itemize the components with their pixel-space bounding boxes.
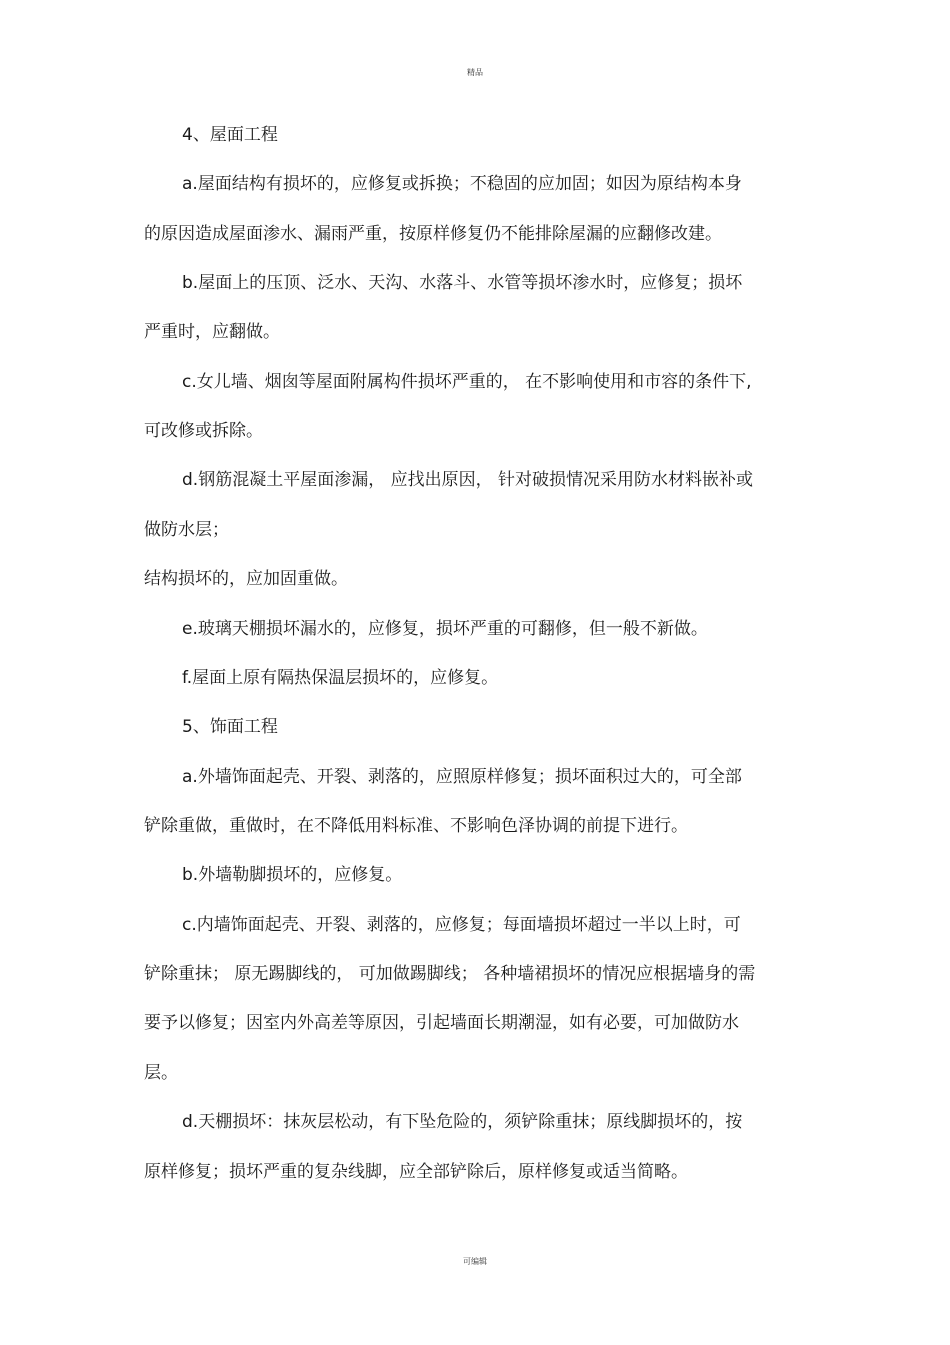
page-header: 精品 xyxy=(467,68,483,77)
paragraph-line: 原样修复；损坏严重的复杂线脚，应全部铲除后，原样修复或适当简略。 xyxy=(144,1162,688,1182)
paragraph-line: d.天棚损坏：抹灰层松动，有下坠危险的，须铲除重抹；原线脚损坏的，按 xyxy=(182,1112,743,1132)
paragraph-line: 做防水层； xyxy=(144,520,229,540)
paragraph-line: b.屋面上的压顶、泛水、天沟、水落斗、水管等损坏渗水时，应修复；损坏 xyxy=(182,273,743,293)
paragraph-line: e.玻璃天棚损坏漏水的，应修复，损坏严重的可翻修，但一般不新做。 xyxy=(182,619,708,639)
paragraph-line: b.外墙勒脚损坏的，应修复。 xyxy=(182,865,403,885)
section-heading-roof: 4、屋面工程 xyxy=(182,125,278,145)
paragraph-line: 严重时，应翻做。 xyxy=(144,322,280,342)
page-footer: 可编辑 xyxy=(463,1257,487,1266)
paragraph-line: 铲除重抹； 原无踢脚线的， 可加做踢脚线； 各种墙裙损坏的情况应根据墙身的需 xyxy=(144,964,756,984)
paragraph-line: 要予以修复；因室内外高差等原因，引起墙面长期潮湿，如有必要，可加做防水 xyxy=(144,1013,739,1033)
paragraph-line: 可改修或拆除。 xyxy=(144,421,263,441)
paragraph-line: f.屋面上原有隔热保温层损坏的，应修复。 xyxy=(182,668,499,688)
section-heading-finish: 5、饰面工程 xyxy=(182,717,278,737)
paragraph-line: c.女儿墙、烟囱等屋面附属构件损坏严重的， 在不影响使用和市容的条件下, xyxy=(182,372,752,392)
paragraph-line: 的原因造成屋面渗水、漏雨严重，按原样修复仍不能排除屋漏的应翻修改建。 xyxy=(144,224,722,244)
paragraph-line: a.外墙饰面起壳、开裂、剥落的，应照原样修复；损坏面积过大的，可全部 xyxy=(182,767,742,787)
paragraph-line: c.内墙饰面起壳、开裂、剥落的，应修复；每面墙损坏超过一半以上时，可 xyxy=(182,915,741,935)
paragraph-line: 层。 xyxy=(144,1063,178,1083)
paragraph-line: d.钢筋混凝土平屋面渗漏， 应找出原因， 针对破损情况采用防水材料嵌补或 xyxy=(182,470,754,490)
paragraph-line: 铲除重做，重做时，在不降低用料标准、不影响色泽协调的前提下进行。 xyxy=(144,816,688,836)
paragraph-line: 结构损坏的，应加固重做。 xyxy=(144,569,348,589)
paragraph-line: a.屋面结构有损坏的，应修复或拆换；不稳固的应加固；如因为原结构本身 xyxy=(182,174,742,194)
